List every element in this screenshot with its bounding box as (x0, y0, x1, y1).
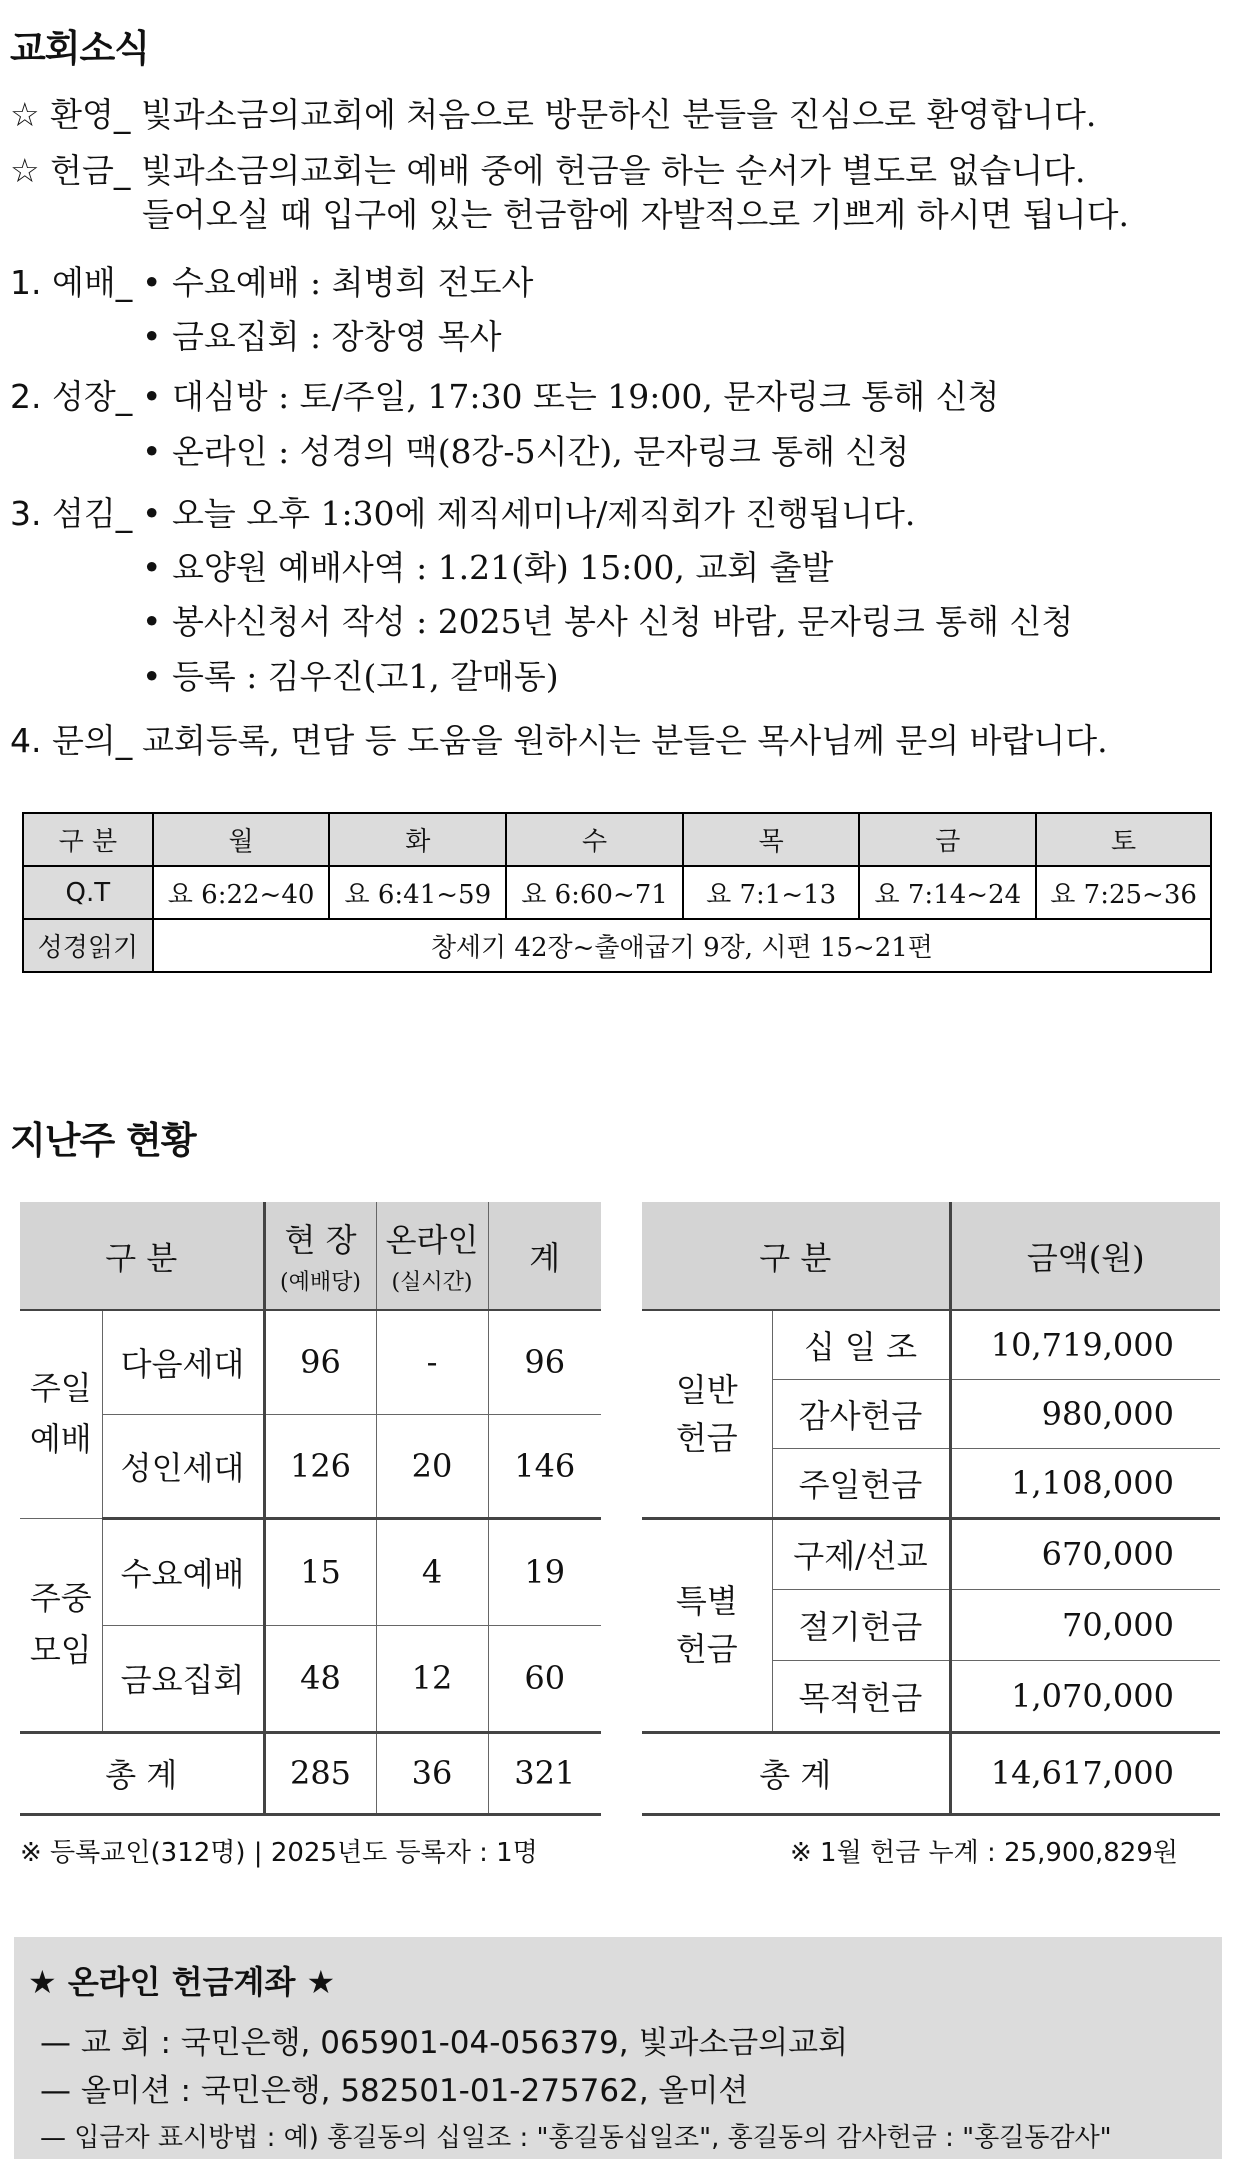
online-label: 온라인 (385, 1221, 479, 1259)
qt-cell-mon: 요 6:22~40 (153, 866, 330, 919)
qt-cell-wed: 요 6:60~71 (506, 866, 683, 919)
total-label: 총 계 (642, 1732, 950, 1814)
news-title: 교회소식 (10, 27, 149, 70)
attendance-header-online (376, 1202, 488, 1310)
online-value: 12 (376, 1625, 488, 1732)
attendance-note: ※ 등록교인(312명) | 2025년도 등록자 : 1명 (20, 1838, 538, 1868)
qt-cell-sat: 요 7:25~36 (1036, 866, 1211, 919)
online-value: 4 (376, 1518, 488, 1625)
reading-row-label: 성경읽기 (23, 919, 153, 972)
row-label: 감사헌금 (772, 1379, 950, 1448)
qt-header-label: 구 분 (23, 813, 153, 866)
bank-account-box (14, 1937, 1222, 2159)
item-service-line-4: • 등록 : 김우진(고1, 갈매동) (142, 657, 559, 696)
qt-row (23, 866, 1211, 919)
row-label: 주일헌금 (772, 1448, 950, 1518)
table-row (642, 1518, 1220, 1589)
attendance-total-row (20, 1732, 601, 1814)
attendance-table (20, 1202, 601, 1816)
offering-text-2: 들어오실 때 입구에 있는 헌금함에 자발적으로 기쁘게 하시면 됩니다. (142, 195, 1129, 234)
sum-value: 60 (488, 1625, 601, 1732)
item-worship-line-2: • 금요집회 : 장창영 목사 (142, 317, 502, 356)
qt-row-label: Q.T (23, 866, 153, 919)
offering-header-amount: 금액(원) (950, 1202, 1220, 1310)
online-sub-label: (실시간) (391, 1270, 473, 1295)
item-service-label: 3. 섬김_ (10, 494, 133, 533)
offering-text-1: 빛과소금의교회는 예배 중에 헌금을 하는 순서가 별도로 없습니다. (140, 151, 1086, 190)
bank-line-allmission: — 올미션 : 국민은행, 582501-01-275762, 올미션 (40, 2073, 749, 2109)
qt-header-wed: 수 (506, 813, 683, 866)
amount-value: 1,108,000 (950, 1448, 1220, 1518)
total-onsite: 285 (264, 1732, 376, 1814)
welcome-line (10, 95, 1097, 134)
row-label: 다음세대 (102, 1310, 264, 1414)
group-sunday-label: 주일 예배 (20, 1310, 102, 1518)
onsite-value: 126 (264, 1414, 376, 1518)
qt-header-row (23, 813, 1211, 866)
qt-cell-tue: 요 6:41~59 (329, 866, 506, 919)
qt-cell-thu: 요 7:1~13 (683, 866, 860, 919)
item-growth-line-1: • 대심방 : 토/주일, 17:30 또는 19:00, 문자링크 통해 신청 (142, 377, 1000, 416)
qt-header-tue: 화 (329, 813, 506, 866)
row-label: 목적헌금 (772, 1660, 950, 1732)
item-worship-label: 1. 예배_ (10, 263, 133, 302)
offering-line-1 (10, 151, 1086, 190)
bank-title: ★ 온라인 헌금계좌 ★ (28, 1963, 336, 2001)
attendance-header-label: 구 분 (20, 1202, 264, 1310)
row-label: 구제/선교 (772, 1518, 950, 1589)
group-general-label: 일반 헌금 (642, 1310, 772, 1518)
item-service-line-1: • 오늘 오후 1:30에 제직세미나/제직회가 진행됩니다. (142, 494, 916, 533)
welcome-label: ☆ 환영_ (10, 95, 131, 134)
offering-total-row (642, 1732, 1220, 1814)
amount-value: 980,000 (950, 1379, 1220, 1448)
total-online: 36 (376, 1732, 488, 1814)
qt-header-sat: 토 (1036, 813, 1211, 866)
row-label: 금요집회 (102, 1625, 264, 1732)
item-service-line-3: • 봉사신청서 작성 : 2025년 봉사 신청 바람, 문자링크 통해 신청 (142, 602, 1074, 641)
online-value: 20 (376, 1414, 488, 1518)
total-amount: 14,617,000 (950, 1732, 1220, 1814)
sum-value: 146 (488, 1414, 601, 1518)
group-weekday-label: 주중 모임 (20, 1518, 102, 1732)
offering-header-row (642, 1202, 1220, 1310)
attendance-header-onsite (264, 1202, 376, 1310)
bank-line-church: — 교 회 : 국민은행, 065901-04-056379, 빛과소금의교회 (40, 2025, 849, 2061)
reading-row (23, 919, 1211, 972)
onsite-sub-label: (예배당) (280, 1270, 361, 1295)
row-label: 절기헌금 (772, 1589, 950, 1660)
amount-value: 70,000 (950, 1589, 1220, 1660)
welcome-text: 빛과소금의교회에 처음으로 방문하신 분들을 진심으로 환영합니다. (140, 95, 1097, 134)
online-value: - (376, 1310, 488, 1414)
amount-value: 1,070,000 (950, 1660, 1220, 1732)
reading-cell: 창세기 42장~출애굽기 9장, 시편 15~21편 (153, 919, 1211, 972)
sum-value: 96 (488, 1310, 601, 1414)
onsite-value: 15 (264, 1518, 376, 1625)
item-worship-line-1: • 수요예배 : 최병희 전도사 (142, 263, 534, 302)
onsite-label: 현 장 (284, 1221, 357, 1259)
table-row (20, 1310, 601, 1414)
total-sum: 321 (488, 1732, 601, 1814)
offering-header-label: 구 분 (642, 1202, 950, 1310)
offering-label: ☆ 헌금_ (10, 151, 131, 190)
table-row (642, 1310, 1220, 1379)
table-row (20, 1414, 601, 1518)
qt-header-thu: 목 (683, 813, 860, 866)
item-inquiry-label: 4. 문의_ (10, 721, 133, 760)
table-row (20, 1518, 601, 1625)
item-inquiry-line-1: 교회등록, 면담 등 도움을 원하시는 분들은 목사님께 문의 바랍니다. (142, 721, 1108, 760)
qt-table (22, 812, 1212, 973)
amount-value: 670,000 (950, 1518, 1220, 1589)
status-title: 지난주 현황 (10, 1119, 196, 1162)
onsite-value: 96 (264, 1310, 376, 1414)
group-special-label: 특별 헌금 (642, 1518, 772, 1732)
total-label: 총 계 (20, 1732, 264, 1814)
item-growth-line-2: • 온라인 : 성경의 맥(8강-5시간), 문자링크 통해 신청 (142, 432, 910, 471)
onsite-value: 48 (264, 1625, 376, 1732)
amount-value: 10,719,000 (950, 1310, 1220, 1379)
qt-header-fri: 금 (859, 813, 1036, 866)
item-growth-label: 2. 성장_ (10, 377, 133, 416)
row-label: 성인세대 (102, 1414, 264, 1518)
row-label: 십 일 조 (772, 1310, 950, 1379)
attendance-header-row (20, 1202, 601, 1310)
attendance-header-sum: 계 (488, 1202, 601, 1310)
item-service-line-2: • 요양원 예배사역 : 1.21(화) 15:00, 교회 출발 (142, 548, 834, 587)
table-row (20, 1625, 601, 1732)
bank-line-depositor: — 입금자 표시방법 : 예) 홍길동의 십일조 : "홍길동십일조", 홍길동의 감사헌금 : "홍길동감사" (40, 2123, 1112, 2153)
offering-table (642, 1202, 1220, 1816)
offering-note: ※ 1월 헌금 누계 : 25,900,829원 (790, 1838, 1178, 1868)
qt-header-mon: 월 (153, 813, 330, 866)
row-label: 수요예배 (102, 1518, 264, 1625)
qt-cell-fri: 요 7:14~24 (859, 866, 1036, 919)
sum-value: 19 (488, 1518, 601, 1625)
